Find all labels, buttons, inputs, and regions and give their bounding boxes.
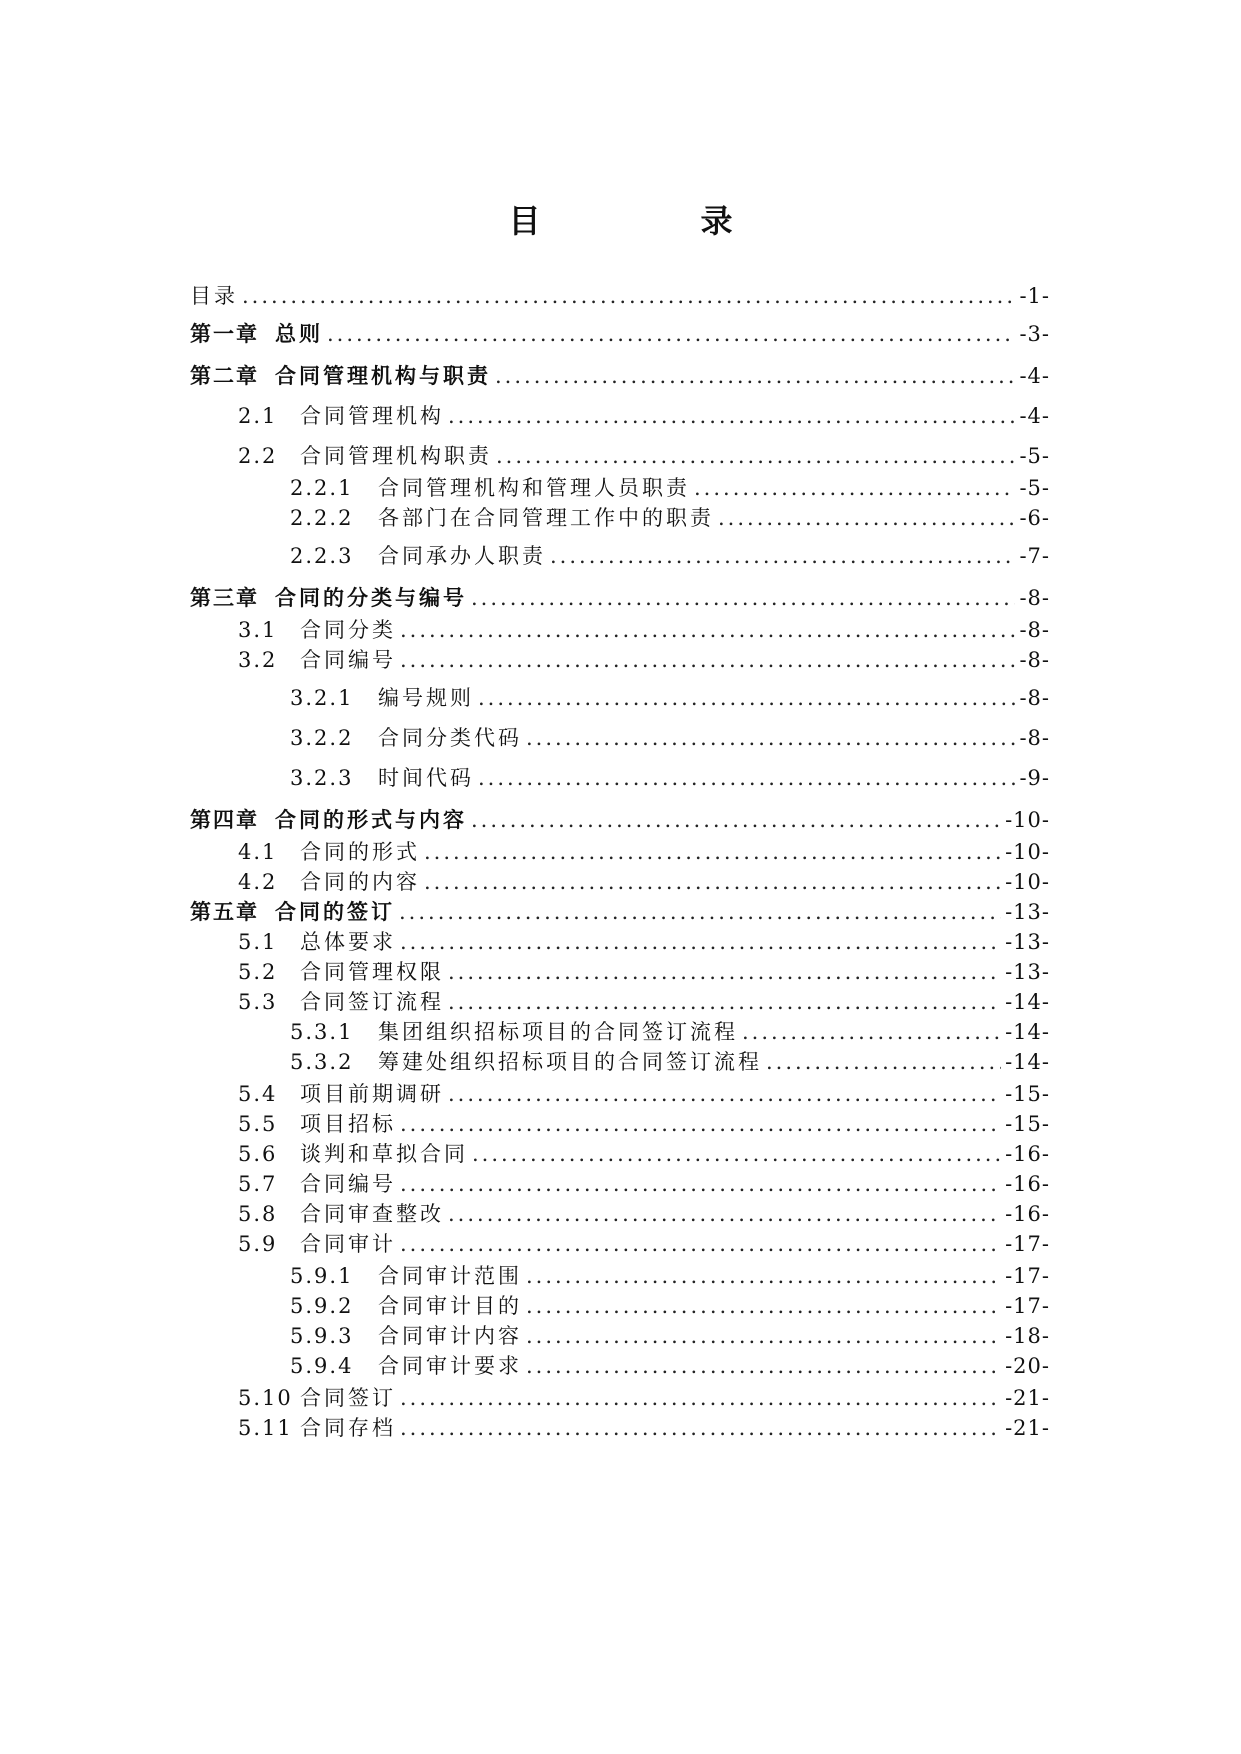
toc-entry-page: -5- [1019,444,1050,468]
toc-entry-page: -15- [1005,1112,1050,1136]
dot-leader [400,616,1015,644]
toc-entry[interactable] [190,928,1050,956]
toc-entry[interactable] [190,684,1050,712]
dot-leader [694,474,1015,502]
toc-entry-page: -10- [1005,870,1050,894]
toc-entry-number: 2.1 [238,404,278,428]
toc-entry-title: 合同审计目的 [378,1294,522,1318]
toc-entry-title: 合同的分类与编号 [275,586,467,610]
dot-leader [424,838,1001,866]
toc-entry-number: 5.4 [238,1082,278,1106]
toc-entry-title: 合同管理机构 [300,404,444,428]
toc-entry-page: -8- [1019,726,1050,750]
toc-entry[interactable] [190,1322,1050,1350]
toc-entry[interactable] [190,764,1050,792]
toc-entry-page: -8- [1019,648,1050,672]
toc-entry-number: 5.6 [238,1142,278,1166]
toc-entry-number: 5.3.2 [290,1050,354,1074]
dot-leader [448,402,1015,430]
dot-leader [400,1414,1001,1442]
toc-entry-page: -9- [1019,766,1050,790]
toc-entry-number: 2.2.3 [290,544,354,568]
toc-entry-number: 5.9.3 [290,1324,354,1348]
toc-entry-title: 合同的签订 [275,900,395,924]
dot-leader [448,1200,1001,1228]
dot-leader [495,362,1015,390]
toc-entry-title: 合同的形式与内容 [275,808,467,832]
toc-entry-number: 2.2.2 [290,506,354,530]
toc-entry-chapter[interactable] [190,320,1050,348]
toc-entry[interactable] [190,1292,1050,1320]
dot-leader [472,1140,1001,1168]
toc-entry-title: 谈判和草拟合同 [300,1142,468,1166]
toc-entry-page: -18- [1005,1324,1050,1348]
dot-leader [400,1110,1001,1138]
toc-entry[interactable] [190,1110,1050,1138]
toc-entry-page: -17- [1005,1232,1050,1256]
toc-entry[interactable] [190,1200,1050,1228]
toc-entry-page: -17- [1005,1294,1050,1318]
dot-leader [400,1230,1001,1258]
toc-entry-page: -21- [1005,1416,1050,1440]
toc-entry-title: 合同审计 [300,1232,396,1256]
toc-entry-title: 合同的内容 [300,870,420,894]
dot-leader [400,1384,1001,1412]
toc-entry-title: 合同管理机构和管理人员职责 [378,476,690,500]
toc-entry[interactable] [190,1384,1050,1412]
toc-entry-title: 合同编号 [300,648,396,672]
toc-entry-page: -4- [1019,404,1050,428]
dot-leader [496,442,1015,470]
toc-entry[interactable] [190,958,1050,986]
toc-entry-title: 各部门在合同管理工作中的职责 [378,506,714,530]
toc-entry-page: -8- [1019,618,1050,642]
toc-entry-number: 5.7 [238,1172,278,1196]
dot-leader [478,684,1015,712]
dot-leader [766,1048,1001,1076]
toc-entry[interactable] [190,1140,1050,1168]
toc-entry-number: 2.2.1 [290,476,354,500]
toc-entry-title: 项目招标 [300,1112,396,1136]
toc-entry-title: 合同存档 [300,1416,396,1440]
dot-leader [526,1352,1001,1380]
toc-entry-title: 总体要求 [300,930,396,954]
toc-entry-number: 3.2.1 [290,686,354,710]
toc-entry-title: 合同管理权限 [300,960,444,984]
toc-entry-number: 3.1 [238,618,278,642]
toc-entry-number: 第三章 [190,586,259,610]
toc-entry-page: -3- [1019,322,1050,346]
toc-entry-number: 5.5 [238,1112,278,1136]
dot-leader [448,1080,1001,1108]
toc-entry-title: 合同分类 [300,618,396,642]
toc-entry[interactable] [190,1170,1050,1198]
toc-entry-page: -16- [1005,1172,1050,1196]
toc-entry[interactable] [190,542,1050,570]
toc-entry-number: 4.2 [238,870,278,894]
dot-leader [471,584,1015,612]
toc-entry-number: 5.3 [238,990,278,1014]
toc-entry-number: 5.8 [238,1202,278,1226]
toc-entry[interactable] [190,504,1050,532]
toc-entry-page: -5- [1019,476,1050,500]
dot-leader [471,806,1001,834]
toc-entry[interactable] [190,988,1050,1016]
toc-entry-page: -10- [1005,808,1050,832]
toc-entry-number: 第四章 [190,808,259,832]
dot-leader [400,928,1001,956]
toc-entry-page: -13- [1005,960,1050,984]
toc-entry-number: 2.2 [238,444,278,468]
toc-entry-title: 合同编号 [300,1172,396,1196]
dot-leader [424,868,1001,896]
toc-entry-page: -10- [1005,840,1050,864]
toc-entry[interactable] [190,616,1050,644]
toc-entry-title: 编号规则 [378,686,474,710]
toc-entry-title: 合同签订 [300,1386,396,1410]
toc-entry-number: 5.1 [238,930,278,954]
toc-entry[interactable] [190,868,1050,896]
toc-entry-page: -21- [1005,1386,1050,1410]
dot-leader [242,282,1015,310]
toc-entry-number: 3.2.3 [290,766,354,790]
toc-entry[interactable] [190,724,1050,752]
toc-entry-number: 第二章 [190,364,259,388]
toc-entry-title: 筹建处组织招标项目的合同签订流程 [378,1050,762,1074]
toc-entry-page: -8- [1019,586,1050,610]
dot-leader [526,724,1015,752]
toc-entry-chapter[interactable] [190,898,1050,926]
toc-entry-title: 合同的形式 [300,840,420,864]
toc-entry-title: 项目前期调研 [300,1082,444,1106]
toc-entry-number: 5.9.1 [290,1264,354,1288]
dot-leader [399,898,1001,926]
toc-entry-title: 合同审计要求 [378,1354,522,1378]
toc-entry[interactable] [190,1262,1050,1290]
toc-entry-title: 总则 [275,322,323,346]
toc-entry-page: -14- [1005,1020,1050,1044]
toc-entry-title: 目录 [190,284,238,308]
toc-entry-page: -14- [1005,1050,1050,1074]
toc-entry[interactable] [190,1414,1050,1442]
toc-entry-page: -15- [1005,1082,1050,1106]
toc-entry-title: 合同管理机构与职责 [275,364,491,388]
toc-entry[interactable] [190,646,1050,674]
toc-entry-number: 5.10 [238,1386,293,1410]
toc-entry-page: -17- [1005,1264,1050,1288]
toc-entry[interactable] [190,1230,1050,1258]
toc-entry-page: -20- [1005,1354,1050,1378]
toc-entry[interactable] [190,282,1050,310]
dot-leader [448,958,1001,986]
dot-leader [526,1322,1001,1350]
toc-entry-page: -1- [1019,284,1050,308]
toc-entry-title: 合同管理机构职责 [300,444,492,468]
toc-entry-chapter[interactable] [190,584,1050,612]
toc-entry-page: -6- [1019,506,1050,530]
toc-entry-page: -13- [1005,900,1050,924]
toc-entry[interactable] [190,1018,1050,1046]
toc-entry-number: 5.9.4 [290,1354,354,1378]
toc-entry-title: 合同承办人职责 [378,544,546,568]
dot-leader [718,504,1015,532]
toc-entry-title: 合同审查整改 [300,1202,444,1226]
toc-entry-page: -16- [1005,1142,1050,1166]
toc-entry-number: 5.2 [238,960,278,984]
dot-leader [400,646,1015,674]
toc-entry-page: -4- [1019,364,1050,388]
toc-entry-number: 5.3.1 [290,1020,354,1044]
dot-leader [550,542,1015,570]
toc-entry-page: -16- [1005,1202,1050,1226]
toc-entry-number: 第五章 [190,900,259,924]
toc-entry[interactable] [190,1048,1050,1076]
toc-entry[interactable] [190,838,1050,866]
toc-entry-page: -8- [1019,686,1050,710]
toc-entry[interactable] [190,442,1050,470]
dot-leader [742,1018,1001,1046]
toc-entry-title: 合同分类代码 [378,726,522,750]
toc-entry-number: 第一章 [190,322,259,346]
toc-entry-chapter[interactable] [190,806,1050,834]
toc-entry[interactable] [190,1352,1050,1380]
toc-entry-number: 3.2 [238,648,278,672]
page-title: 目 录 [508,202,797,240]
toc-entry-title: 合同审计内容 [378,1324,522,1348]
toc-entry-page: -14- [1005,990,1050,1014]
toc-entry-number: 5.9 [238,1232,278,1256]
toc-entry-title: 合同签订流程 [300,990,444,1014]
toc-entry[interactable] [190,1080,1050,1108]
toc-entry-number: 5.11 [238,1416,293,1440]
dot-leader [478,764,1015,792]
toc-entry[interactable] [190,474,1050,502]
toc-entry-number: 5.9.2 [290,1294,354,1318]
toc-entry-chapter[interactable] [190,362,1050,390]
toc-entry-number: 3.2.2 [290,726,354,750]
toc-entry-page: -7- [1019,544,1050,568]
toc-entry-page: -13- [1005,930,1050,954]
toc-entry-number: 4.1 [238,840,278,864]
toc-entry-title: 时间代码 [378,766,474,790]
toc-entry-title: 集团组织招标项目的合同签订流程 [378,1020,738,1044]
dot-leader [327,320,1015,348]
toc-entry[interactable] [190,402,1050,430]
dot-leader [400,1170,1001,1198]
dot-leader [448,988,1001,1016]
dot-leader [526,1262,1001,1290]
toc-entry-title: 合同审计范围 [378,1264,522,1288]
dot-leader [526,1292,1001,1320]
